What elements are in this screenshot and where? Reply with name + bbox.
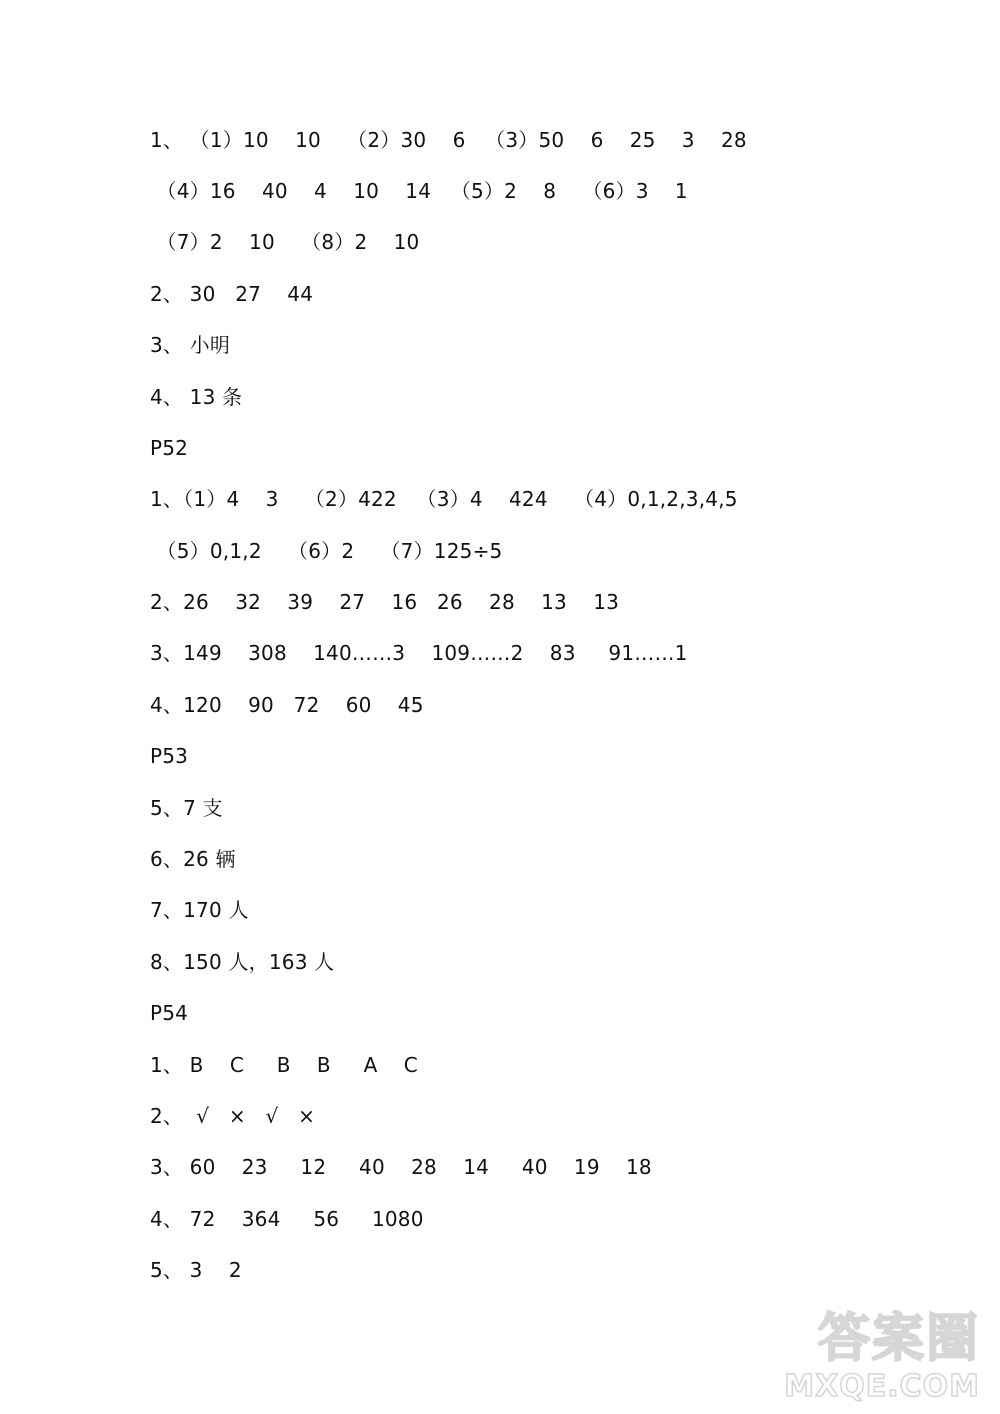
answer-line: 2、 30 27 44 <box>150 282 314 306</box>
answer-line: 5、7 支 <box>150 796 223 820</box>
answer-line: （4）16 40 4 10 14 （5）2 8 （6）3 1 <box>150 179 688 203</box>
answer-line: 1、（1）4 3 （2）422 （3）4 424 （4）0,1,2,3,4,5 <box>150 487 738 511</box>
answer-line: 5、 3 2 <box>150 1258 242 1282</box>
answer-line: 4、 72 364 56 1080 <box>150 1207 424 1231</box>
answer-line: 3、 小明 <box>150 333 231 357</box>
answer-line: 7、170 人 <box>150 898 249 922</box>
answer-line: 3、 60 23 12 40 28 14 40 19 18 <box>150 1155 652 1179</box>
answer-line: 4、 13 条 <box>150 385 243 409</box>
page-heading: P53 <box>150 744 189 768</box>
answer-line: 8、150 人，163 人 <box>150 950 335 974</box>
watermark-text-cn: 答案圈 <box>817 1309 980 1369</box>
watermark-text-en: MXQE.COM <box>784 1369 980 1404</box>
answer-line: 4、120 90 72 60 45 <box>150 693 424 717</box>
answer-line: 2、26 32 39 27 16 26 28 13 13 <box>150 590 620 614</box>
answer-line: 3、149 308 140……3 109……2 83 91……1 <box>150 641 688 665</box>
watermark-logo <box>773 1296 988 1408</box>
answer-line: （7）2 10 （8）2 10 <box>150 230 420 254</box>
page-heading: P52 <box>150 436 189 460</box>
answer-line: （5）0,1,2 （6）2 （7）125÷5 <box>150 539 503 563</box>
answer-line: 2、 √ × √ × <box>150 1104 316 1128</box>
answer-line: 6、26 辆 <box>150 847 236 871</box>
page-heading: P54 <box>150 1001 189 1025</box>
answer-line: 1、 （1）10 10 （2）30 6 （3）50 6 25 3 28 <box>150 128 747 152</box>
answer-line: 1、 B C B B A C <box>150 1053 418 1077</box>
